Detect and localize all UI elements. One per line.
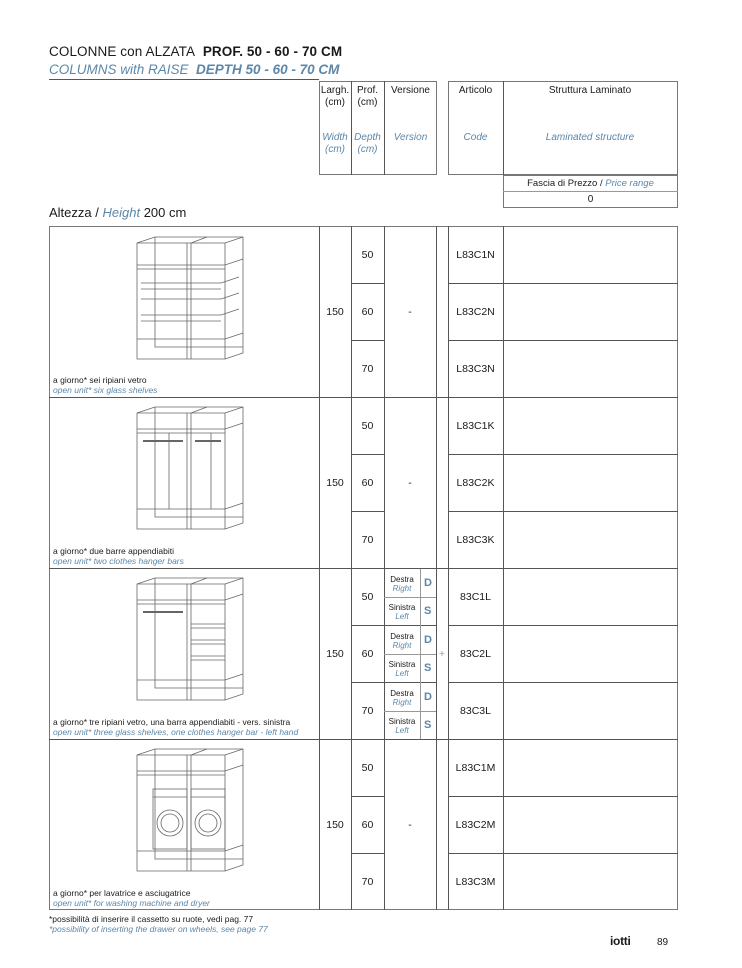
group-3-width: 150 [326, 648, 344, 660]
header-code: Articolo [458, 85, 493, 96]
header-width-en: Width (cm) [322, 132, 348, 155]
code-cell: L83C1M [455, 762, 496, 774]
price-range-value: 0 [587, 194, 594, 205]
group-1-width: 150 [326, 306, 344, 318]
depth-cell: 50 [361, 420, 374, 432]
page-subtitle: COLUMNS with RAISE DEPTH 50 - 60 - 70 CM [49, 62, 340, 77]
group-2-caption: a giorno* due barre appendiabiti open unit* two clothes hanger bars [53, 546, 184, 566]
brand-logo: iotti [610, 934, 631, 948]
group-1-version: - [408, 306, 412, 318]
height-label: Altezza / Height 200 cm [49, 205, 187, 220]
code-cell: L83C2M [455, 819, 496, 831]
version-right-letter: D [424, 577, 432, 589]
header-depth: Prof. (cm) [356, 85, 379, 108]
version-left: Sinistra Left [388, 717, 416, 735]
group-2-version: - [408, 477, 412, 489]
header-width: Largh. (cm) [320, 85, 350, 108]
code-cell: L83C3K [456, 534, 495, 546]
code-cell: L83C2K [456, 477, 495, 489]
group-4-width: 150 [326, 819, 344, 831]
version-right-letter: D [424, 634, 432, 646]
version-left: Sinistra Left [388, 660, 416, 678]
group-4-caption: a giorno* per lavatrice e asciugatrice open unit* for washing machine and dryer [53, 888, 210, 908]
header-depth-en: Depth (cm) [354, 132, 381, 155]
washer-dryer-drawing [135, 747, 245, 875]
depth-cell: 50 [361, 591, 374, 603]
footnote-it: *possibilità di inserire il cassetto su ruote, vedi pag. 77 [49, 914, 254, 924]
version-left-letter: S [424, 719, 432, 731]
two-hanger-bars-drawing [135, 405, 245, 533]
depth-cell: 70 [361, 705, 374, 717]
group-2-width: 150 [326, 477, 344, 489]
header-structure-en: Laminated structure [545, 132, 635, 143]
depth-cell: 50 [361, 249, 374, 261]
code-cell: 83C2L [460, 648, 491, 660]
version-right: Destra Right [390, 689, 414, 707]
footnote-en: *possibility of inserting the drawer on wheels, see page 77 [49, 924, 268, 934]
depth-cell: 60 [361, 477, 374, 489]
group-3-caption: a giorno* tre ripiani vetro, una barra appendiabiti - vers. sinistra open unit* three glass shelves, one clothes hanger bar - left hand [53, 717, 299, 737]
version-left: Sinistra Left [388, 603, 416, 621]
three-shelves-one-bar-drawing [135, 576, 245, 704]
six-shelves-drawing [135, 235, 245, 363]
code-cell: L83C2N [456, 306, 495, 318]
code-cell: 83C3L [460, 705, 491, 717]
page-title: COLONNE con ALZATA PROF. 50 - 60 - 70 CM [49, 44, 343, 59]
header-structure: Struttura Laminato [548, 85, 632, 96]
page-number: 89 [657, 937, 669, 948]
version-left-letter: S [424, 662, 432, 674]
depth-cell: 70 [361, 534, 374, 546]
code-cell: L83C1K [456, 420, 495, 432]
depth-cell: 70 [361, 363, 374, 375]
depth-cell: 50 [361, 762, 374, 774]
code-cell: 83C1L [460, 591, 491, 603]
depth-cell: 70 [361, 876, 374, 888]
code-cell: L83C1N [456, 249, 495, 261]
header-version: Versione [391, 85, 430, 96]
header-code-en: Code [463, 132, 488, 143]
code-cell: L83C3N [456, 363, 495, 375]
plus-sign: + [438, 648, 446, 660]
version-right-letter: D [424, 691, 432, 703]
code-cell: L83C3M [455, 876, 496, 888]
version-left-letter: S [424, 605, 432, 617]
depth-cell: 60 [361, 306, 374, 318]
version-right: Destra Right [390, 632, 414, 650]
group-1-caption: a giorno* sei ripiani vetro open unit* six glass shelves [53, 375, 158, 395]
version-right: Destra Right [390, 575, 414, 593]
price-range-label: Fascia di Prezzo / Price range [527, 178, 654, 189]
group-4-version: - [408, 819, 412, 831]
depth-cell: 60 [361, 819, 374, 831]
header-version-en: Version [393, 132, 428, 143]
depth-cell: 60 [361, 648, 374, 660]
title-underline [49, 79, 319, 80]
